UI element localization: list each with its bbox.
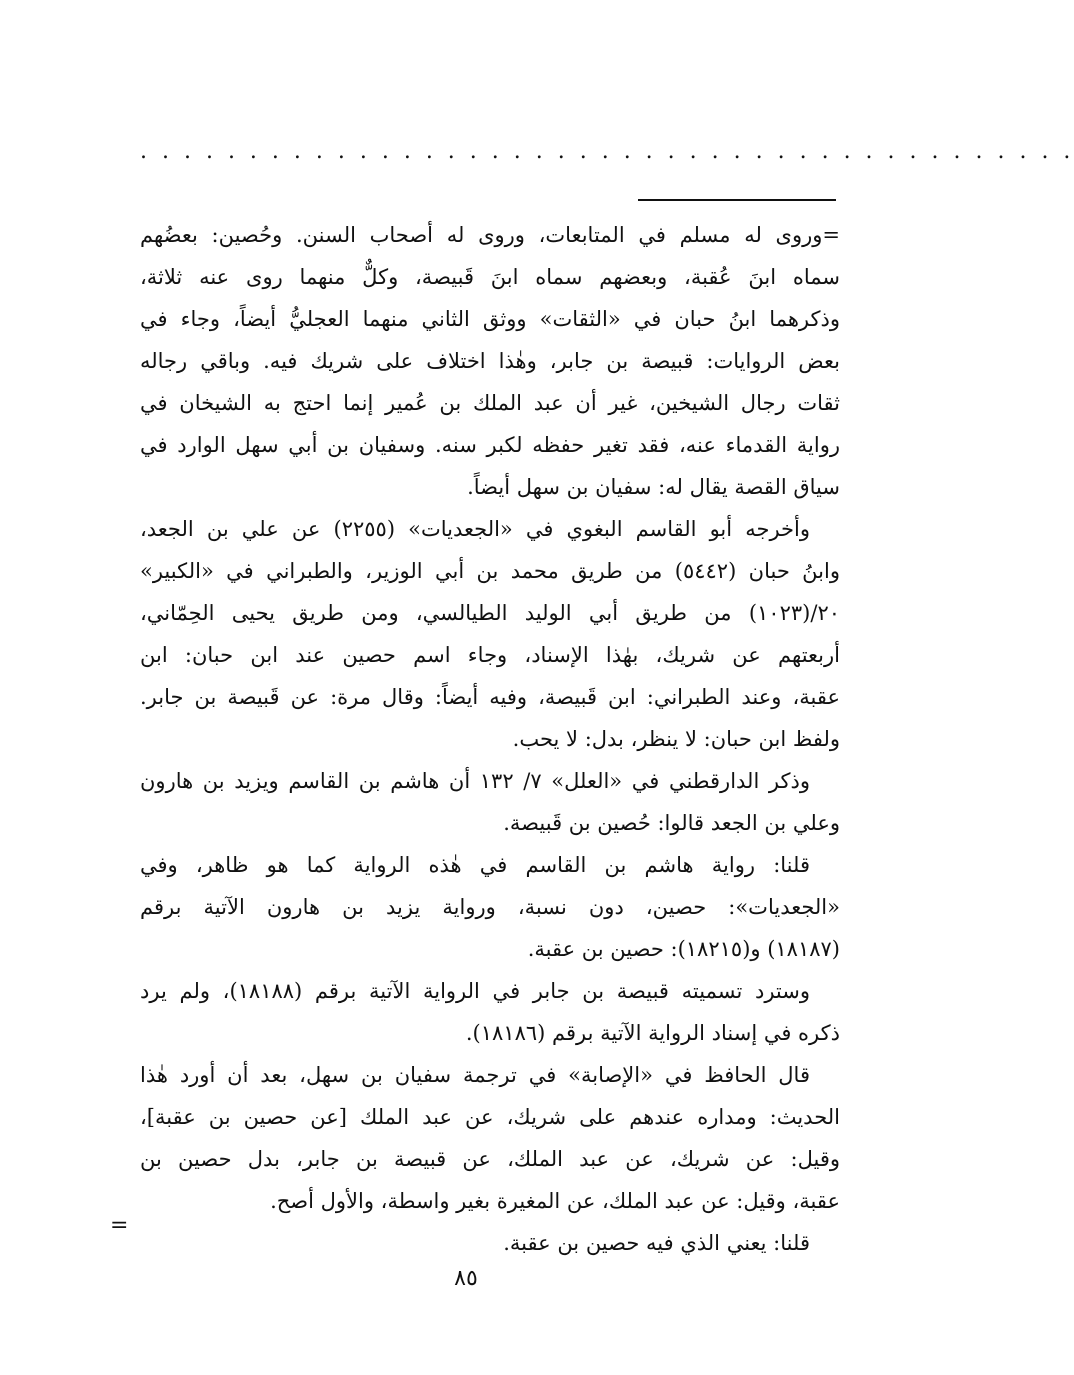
text-line: =وروى له مسلم في المتابعات، وروى له أصحاب السنن. وحُصين: بعضُهم (140, 223, 840, 247)
page-number: ٨٥ (454, 1266, 478, 1291)
text-line: بعض الروايات: قبيصة بن جابر، وهٰذا اختلاف على شريك فيه. وباقي رجاله (140, 349, 840, 373)
text-line: وذكرهما ابنُ حبان في «الثقات» ووثق الثاني منهما العجليُّ أيضاً، وجاء في (140, 307, 840, 331)
paragraph-start-line: وسترد تسميته قبيصة بن جابر في الرواية الآتية برقم (١٨١٨٨)، ولم يرد (140, 979, 810, 1003)
text-line: ولفظ ابن حبان: لا ينظر، بدل: لا يحب. (512, 727, 840, 751)
text-line: (١٨١٨٧) و(١٨٢١٥): حصين بن عقبة. (527, 937, 840, 961)
text-line: سياق القصة يقال له: سفيان بن سهل أيضاً. (467, 475, 840, 499)
text-line: وقيل: عن شريك، عن عبد الملك، عن قبيصة بن جابر، بدل حصين بن (140, 1147, 840, 1171)
paragraph-start-line: قلنا: رواية هاشم بن القاسم في هٰذه الرواية كما هو ظاهر، وفي (140, 853, 810, 877)
text-line: ذكره في إسناد الرواية الآتية برقم (١٨١٨٦). (465, 1021, 840, 1045)
paragraph-start-line: وذكر الدارقطني في «العلل» ٧/ ١٣٢ أن هاشم بن القاسم ويزيد بن هارون (140, 769, 810, 793)
text-line: رواية القدماء عنه، فقد تغير حفظه لكبر سنه. وسفيان بن أبي سهل الوارد في (140, 433, 840, 457)
text-line: ثقات رجال الشيخين، غير أن عبد الملك بن عُمير إنما احتج به الشيخان في (140, 391, 840, 415)
paragraph-start-line: وأخرجه أبو القاسم البغوي في «الجعديات» (٢٢٥٥) عن علي بن الجعد، (140, 517, 811, 541)
text-line: «الجعديات»: حصين، دون نسبة، ورواية يزيد بن هارون الآتية برقم (140, 895, 840, 919)
footnote-body (140, 214, 840, 1264)
text-line: أربعتهم عن شريك، بهٰذا الإسناد، وجاء اسم حصين عند ابن حبان: ابن (140, 643, 840, 667)
text-line: الحديث: ومداره عندهم على شريك، عن عبد الملك [عن حصين بن عقبة]، (140, 1105, 840, 1129)
text-line: ٢٠/(١٠٢٣) من طريق أبي الوليد الطيالسي، ومن طريق يحيى الحِمّاني، (140, 601, 840, 625)
separator-dots: . . . . . . . . . . . . . . . . . . . . . . . . . . . . . . . . . . . . . . . . . . . (140, 139, 1074, 164)
text-line: سماه ابنَ عُقبة، وبعضهم سماه ابنَ قَبيصة، وكلٌّ منهما روى عنه ثلاثة، (140, 265, 840, 289)
text-line: عقبة، وعند الطبراني: ابن قَبيصة، وفيه أيضاً: وقال مرة: عن قَبيصة بن جابر. (140, 685, 840, 709)
text-line: عقبة، وقيل: عن عبد الملك، عن المغيرة بغير واسطة، والأول أصح. (270, 1189, 840, 1213)
text-line: وابنُ حبان (٥٤٤٢) من طريق محمد بن أبي الوزير، والطبراني في «الكبير» (140, 559, 840, 583)
paragraph-start-line: قلنا: يعني الذي فيه حصين بن عقبة. (503, 1231, 810, 1255)
footnote-rule (638, 199, 836, 201)
text-line: وعلي بن الجعد قالوا: حُصين بن قَبيصة. (503, 811, 840, 835)
paragraph-start-line: قال الحافظ في «الإصابة» في ترجمة سفيان بن سهل، بعد أن أورد هٰذا (140, 1063, 810, 1087)
continuation-mark: = (110, 1213, 129, 1238)
